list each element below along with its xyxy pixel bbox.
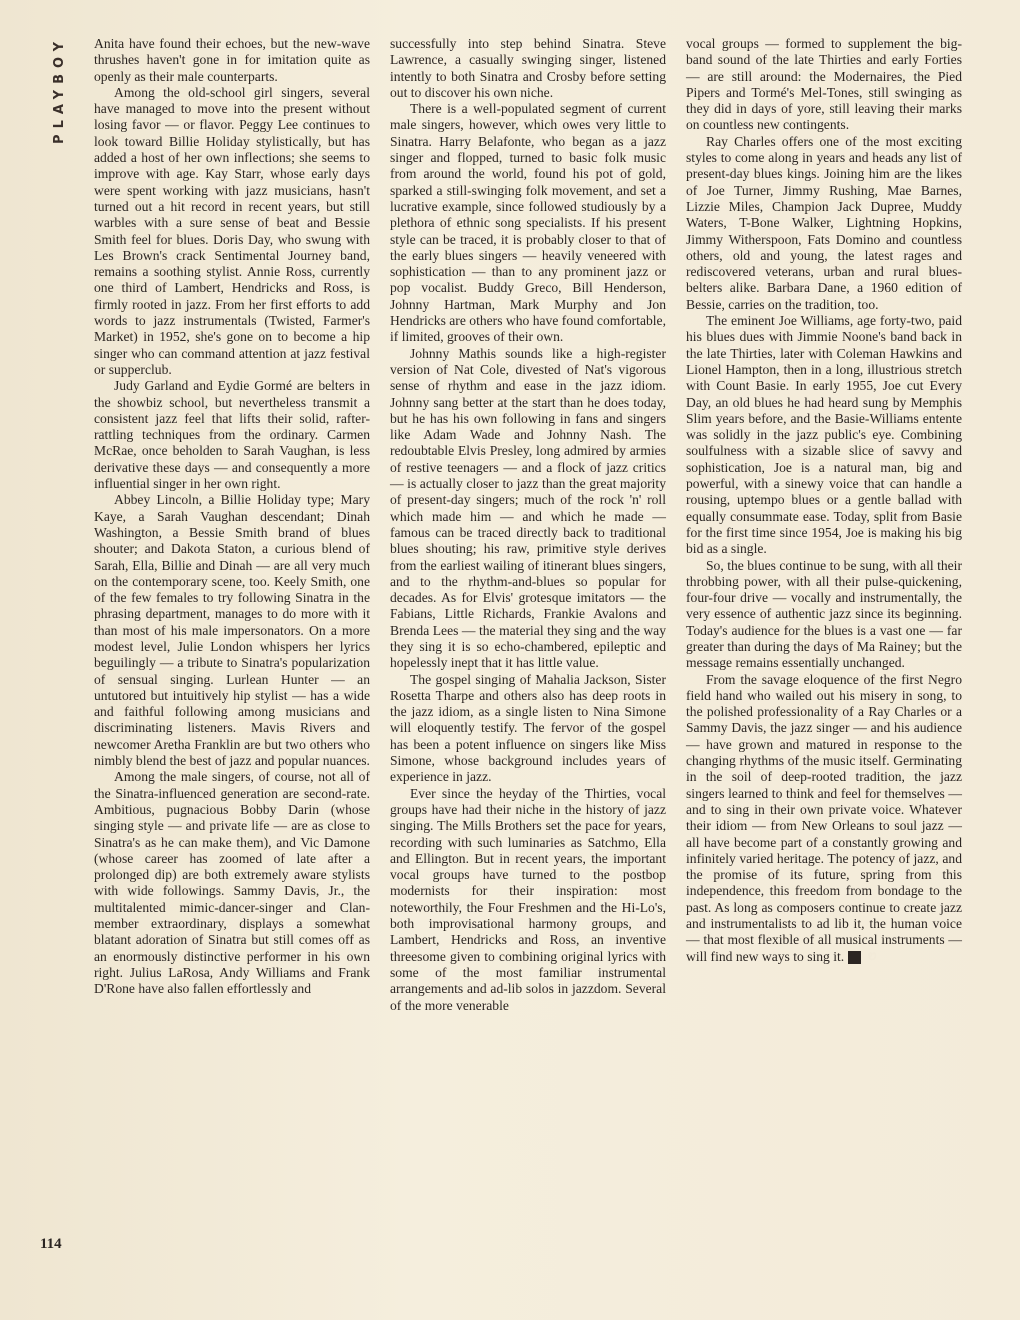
paragraph-text: So, the blues continue to be sung, with all their throbbing power, with all their pulse-quickening, four-four drive — vocally and instrumentally, the very essence of authentic jazz since its beginning. Today's audience for the blues is a vast one — far greater than during the days of Ma Rainey; but the message remains essentially unchanged. xyxy=(686,557,962,671)
paragraph xyxy=(94,85,370,378)
paragraph xyxy=(94,492,370,769)
paragraph-text: vocal groups — formed to supplement the big-band sound of the late Thirties and early Forties — are still around: the Modernaires, the Pied Pipers and Tormé's Mel-Tones, still swinging as they did in days of yore, still leaving their marks on countless new contingents. xyxy=(686,36,962,133)
paragraph-text: There is a well-populated segment of current male singers, however, which owes very little to Sinatra. Harry Belafonte, who began as a jazz singer and flopped, turned to basic folk music from around the world, found his pot of gold, sparked a still-swinging folk movement, and set a lucrative example, since followed studiously by a plethora of ethnic song specialists. If his present style can be traced, it is probably closer to that of the early blues singers — heavily veneered with sophistication — than to any prominent jazz or pop vocalist. Buddy Greco, Bill Henderson, Johnny Hartman, Mark Murphy and Jon Hendricks are others who have found comfortable, if limited, grooves of their own. xyxy=(390,101,666,345)
paragraph-text: Anita have found their echoes, but the new-wave thrushes haven't gone in for imitation quite as openly as their male counterparts. xyxy=(94,36,370,84)
paragraph xyxy=(94,36,370,85)
paragraph xyxy=(686,134,962,313)
paragraph xyxy=(686,313,962,557)
paragraph xyxy=(94,769,370,997)
paragraph-text: Ever since the heyday of the Thirties, vocal groups have had their niche in the history of jazz singing. The Mills Brothers set the pace for years, recording with such luminaries as Satchmo, Ella and Ellington. But in recent years, the important vocal groups have turned to the postbop modernists for their inspiration: most noteworthily, the Four Freshmen and the Hi-Lo's, both improvisational harmony groups, and Lambert, Hendricks and Ross, an inventive threesome given to combining original lyrics with some of the most familiar instrumental arrangements and ad-lib solos in jazzdom. Several of the more venerable xyxy=(390,785,666,1013)
text-column-1 xyxy=(94,36,370,998)
paragraph-text: successfully into step behind Sinatra. Steve Lawrence, a casually swinging singer, listened intently to both Sinatra and Crosby before setting out to discover his own niche. xyxy=(390,36,666,100)
paragraph-text: Abbey Lincoln, a Billie Holiday type; Mary Kaye, a Sarah Vaughan descendant; Dinah Washington, a Bessie Smith brand of blues shouter; and Dakota Staton, a curious blend of Sarah, Ella, Billie and Dinah — are all very much on the contemporary scene, too. Keely Smith, one of the few females to try following Sinatra in the phrasing department, manages to do more with it than most of his male impersonators. On a more modest level, Julie London whispers her lyrics beguilingly — a tribute to Sinatra's popularization of sensual singing. Lurlean Hunter — an untutored but intuitively hip stylist — has a wide and faithful following among musicians and discriminating listeners. Mavis Rivers and newcomer Aretha Franklin are but two others who nimbly blend the best of jazz and popular nuances. xyxy=(94,492,370,769)
paragraph-text: The eminent Joe Williams, age forty-two, paid his blues dues with Jimmie Noone's band back in the late Thirties, later with Coleman Hawkins and Lionel Hampton, then in a long, illustrious stretch with Count Basie. In early 1955, Joe cut Every Day, an old blues he had heard sung by Memphis Slim years before, and the Basie-Williams entente was solidly in the jazz public's eye. Combining soulfulness with a sizable slice of savvy and sophistication, Joe is a natural man, big and powerful, with a sinewy voice that can handle a rousing, uptempo blues or a gentle ballad with equally consummate ease. Today, split from Basie for the first time since 1954, Joe is making his big bid as a single. xyxy=(686,313,962,557)
paragraph xyxy=(390,101,666,345)
paragraph-text: Among the old-school girl singers, several have managed to move into the present without losing favor — or flavor. Peggy Lee continues to look toward Billie Holiday stylistically, but has added a host of her own inflections; she seems to improve with age. Kay Starr, whose early days were spent working with jazz musicians, hasn't turned out a hit record in recent years, but still warbles with a sure sense of beat and Bessie Smith feel for blues. Doris Day, who swung with Les Brown's crack Sentimental Journey band, remains a soothing stylist. Annie Ross, currently one third of Lambert, Hendricks and Ross, is firmly rooted in jazz. From her first efforts to add words to jazz instrumentals (Twisted, Farmer's Market) in 1952, she's gone on to become a hip singer who can command attention at jazz festival or supperclub. xyxy=(94,84,370,377)
paragraph-text: Among the male singers, of course, not all of the Sinatra-influenced generation are second-rate. Ambitious, pugnacious Bobby Darin (whose singing style — and private life — are as close to Sinatra's as he can make them), and Vic Damone (whose career has zoomed of late after a prolonged dip) are both extremely aware stylists with wide followings. Sammy Davis, Jr., the multitalented mimic-dancer-singer and Clan-member extraordinary, displays a somewhat blatant adoration of Sinatra but still comes off as an enormously distinctive performer in his own right. Julius LaRosa, Andy Williams and Frank D'Rone have also fallen effortlessly and xyxy=(94,769,370,997)
end-mark-icon: Ꮼ xyxy=(848,951,861,964)
paragraph xyxy=(390,786,666,1014)
paragraph-text: From the savage eloquence of the first Negro field hand who wailed out his misery in song, to the polished professionality of a Ray Charles or a Sammy Davis, the jazz singer — and his audience — have grown and matured in response to the changing rhythms of the music itself. Germinating in the soil of deep-rooted tradition, the jazz singers learned to think and feel for themselves — and to sing in their own private voice. Whatever their idiom — from New Orleans to soul jazz — all have become part of a constantly growing and infinitely varied heritage. The potency of jazz, and the promise of its future, spring from this independence, this freedom from bondage to the past. As long as composers continue to create jazz and instrumentalists to ad lib it, the human voice — that most flexible of all musical instruments — will find new ways to sing it. xyxy=(686,671,962,964)
paragraph-text: Judy Garland and Eydie Gormé are belters in the showbiz school, but nevertheless transmit a consistent jazz feel that lifts their solid, rafter-rattling techniques from the ordinary. Carmen McRae, once beholden to Sarah Vaughan, is less derivative these days — and consequently a more influential singer in her own right. xyxy=(94,378,370,492)
paragraph xyxy=(390,672,666,786)
paragraph xyxy=(686,36,962,134)
paragraph-text: Johnny Mathis sounds like a high-register version of Nat Cole, divested of Nat's vigorous sense of rhythm and ease in the jazz idiom. Johnny sang better at the start than he does today, but he has his own following in fans and singers like Adam Wade and Johnny Nash. The redoubtable Elvis Presley, long admired by armies of restive teenagers — and a flock of jazz critics — is actually closer to jazz than the great majority of present-day singers; much of the rock 'n' roll which made him — and which he made — famous can be traced directly back to traditional blues shouting; his raw, primitive style derives from the earliest wailing of itinerant blues singers, and to the rhythm-and-blues so popular for decades. As for Elvis' grotesque imitators — the Fabians, Little Richards, Frankie Avalons and Brenda Lees — the material they sing and the way they sing it is so echo-chambered, epileptic and hopelessly inept that it has little value. xyxy=(390,345,666,671)
paragraph xyxy=(390,36,666,101)
paragraph-text: Ray Charles offers one of the most exciting styles to come along in years and heads any list of present-day blues kings. Joining him are the likes of Joe Turner, Jimmy Rushing, Mae Barnes, Lizzie Miles, Champion Jack Dupree, Muddy Waters, T-Bone Walker, Lightning Hopkins, Jimmy Witherspoon, Fats Domino and countless others, old and young, the latest rages and rediscovered veterans, urban and rural blues-belters alike. Barbara Dane, a 1960 edition of Bessie, carries on the tradition, too. xyxy=(686,133,962,312)
paragraph xyxy=(686,672,962,965)
text-column-2 xyxy=(390,36,666,1014)
paragraph xyxy=(94,378,370,492)
paragraph xyxy=(390,346,666,672)
text-column-3 xyxy=(686,36,962,965)
paragraph-text: The gospel singing of Mahalia Jackson, Sister Rosetta Tharpe and others also has deep roots in the jazz idiom, as a single listen to Nina Simone will eloquently testify. The fervor of the gospel has been a potent influence on singers like Miss Simone, whose background includes years of experience in jazz. xyxy=(390,671,666,785)
masthead: PLAYBOY xyxy=(52,36,67,144)
paragraph xyxy=(686,558,962,672)
page-number: 114 xyxy=(40,1236,62,1252)
